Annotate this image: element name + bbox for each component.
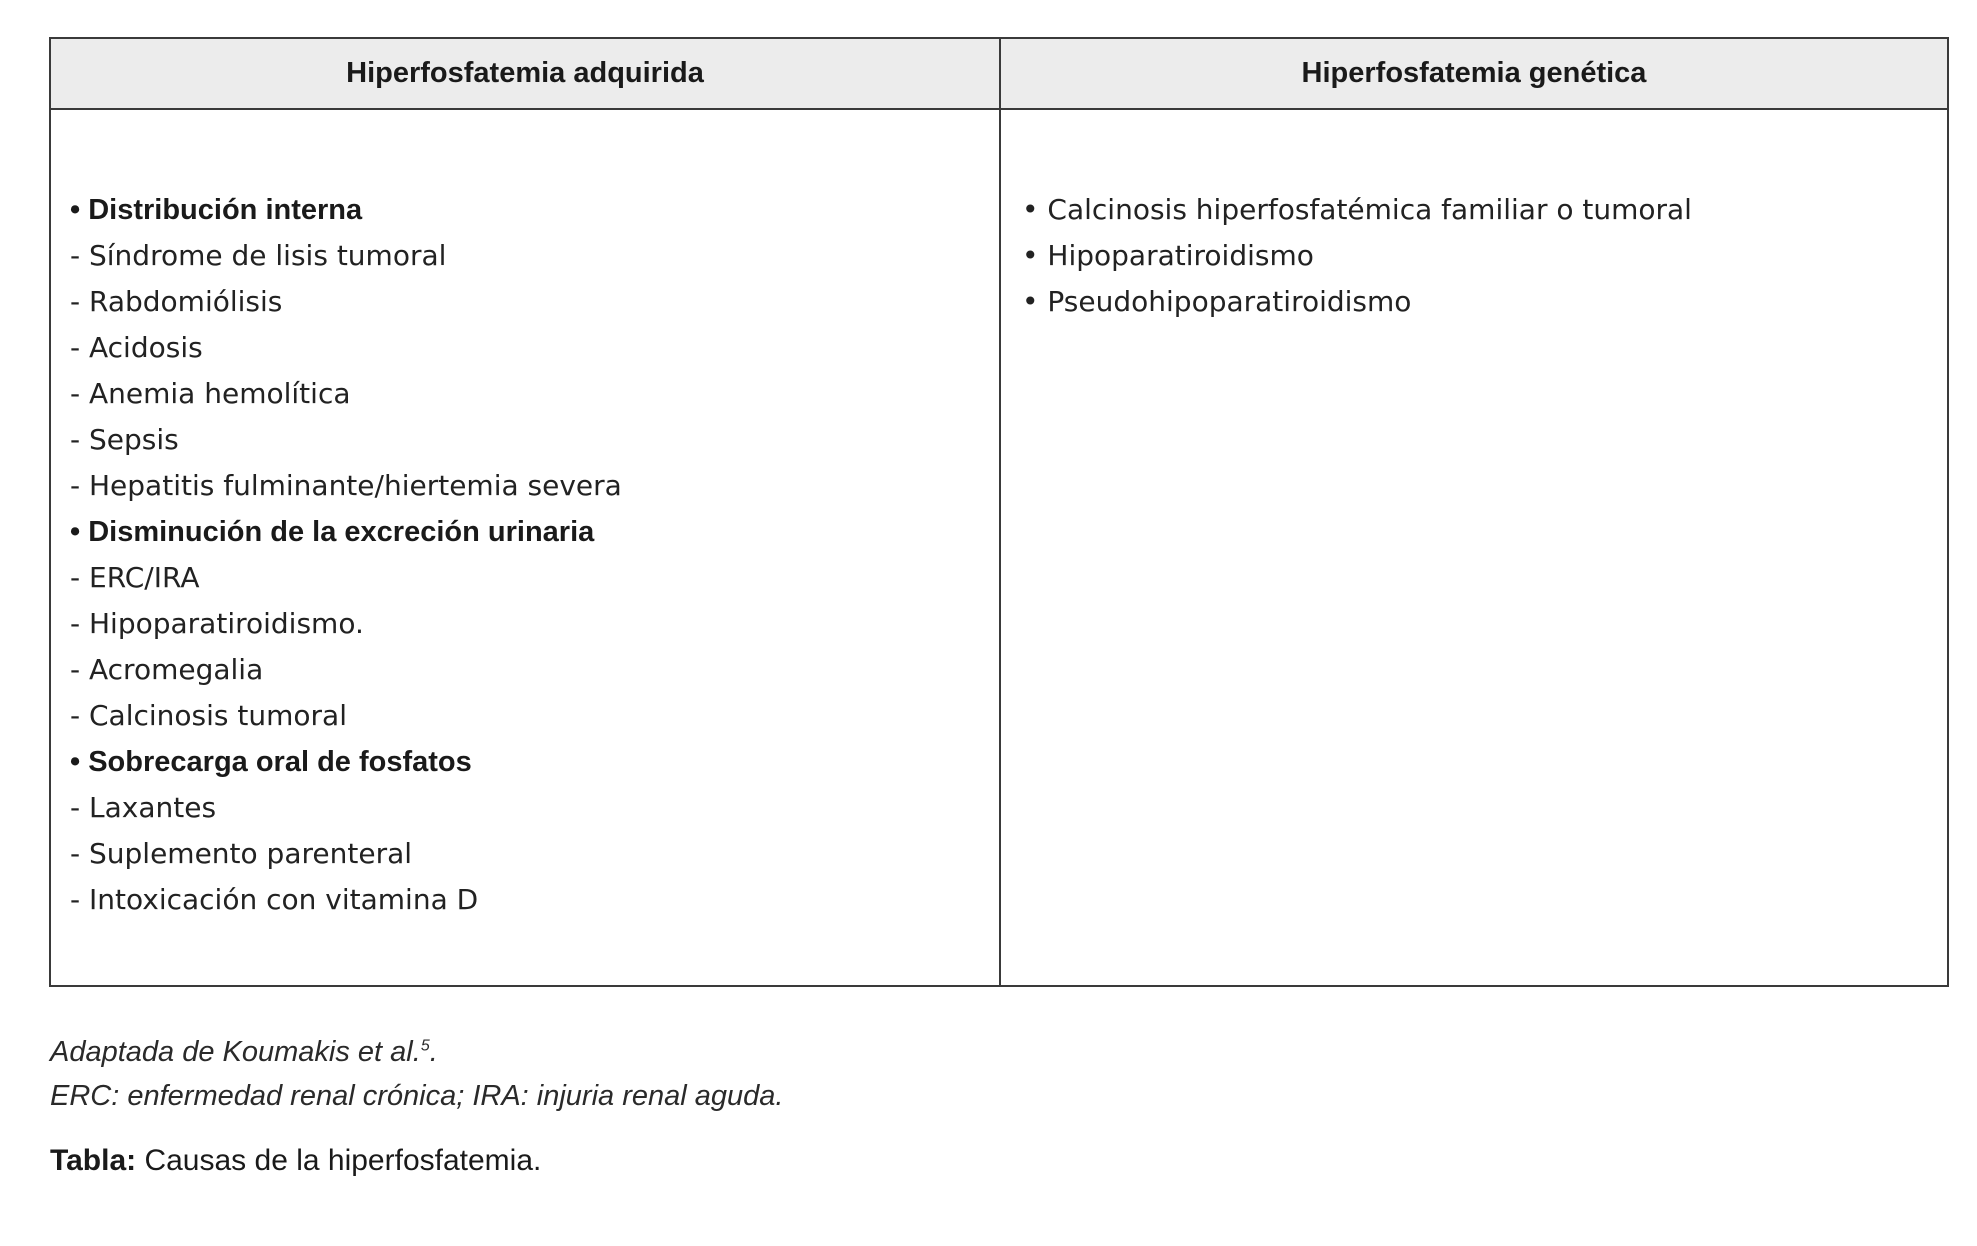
list-item: - Rabdomiólisis: [70, 285, 283, 318]
header-genetic: Hiperfosfatemia genética: [1001, 39, 1947, 110]
table-notes: [50, 1030, 783, 1118]
list-item: - Laxantes: [70, 791, 217, 824]
list-item: - Suplemento parenteral: [70, 837, 413, 870]
source-note: [50, 1030, 783, 1074]
source-text: Adaptada de Koumakis et al.: [50, 1036, 421, 1068]
causes-table: [49, 37, 1949, 987]
list-item: • Hipoparatiroidismo: [1022, 239, 1314, 272]
table-caption: [50, 1144, 541, 1178]
genetic-cell: [1001, 110, 1947, 985]
list-item: - Acidosis: [70, 331, 203, 364]
caption-text: Causas de la hiperfosfatemia.: [136, 1144, 542, 1177]
source-end: .: [429, 1036, 438, 1068]
section-title-urinary-excretion: • Disminución de la excreción urinaria: [70, 516, 595, 548]
list-item: - Calcinosis tumoral: [70, 699, 347, 732]
list-item: - Síndrome de lisis tumoral: [70, 239, 447, 272]
list-item: - Hepatitis fulminante/hiertemia severa: [70, 469, 622, 502]
list-item: • Calcinosis hiperfosfatémica familiar o tumoral: [1022, 193, 1692, 226]
list-item: - Hipoparatiroidismo.: [70, 607, 364, 640]
list-item: - Anemia hemolítica: [70, 377, 351, 410]
list-item: - Intoxicación con vitamina D: [70, 883, 479, 916]
list-item: - Sepsis: [70, 423, 179, 456]
acquired-cell: [51, 110, 1001, 985]
list-item: • Pseudohipoparatiroidismo: [1022, 285, 1412, 318]
abbreviations-note: ERC: enfermedad renal crónica; IRA: injuria renal aguda.: [50, 1080, 784, 1112]
section-title-oral-phosphate-load: • Sobrecarga oral de fosfatos: [70, 746, 472, 778]
caption-label: Tabla:: [50, 1144, 137, 1177]
list-item: - ERC/IRA: [70, 561, 200, 594]
section-title-internal-distribution: • Distribución interna: [70, 194, 363, 226]
list-item: - Acromegalia: [70, 653, 264, 686]
reference-superscript: 5: [420, 1037, 430, 1055]
header-acquired: Hiperfosfatemia adquirida: [51, 39, 1001, 110]
